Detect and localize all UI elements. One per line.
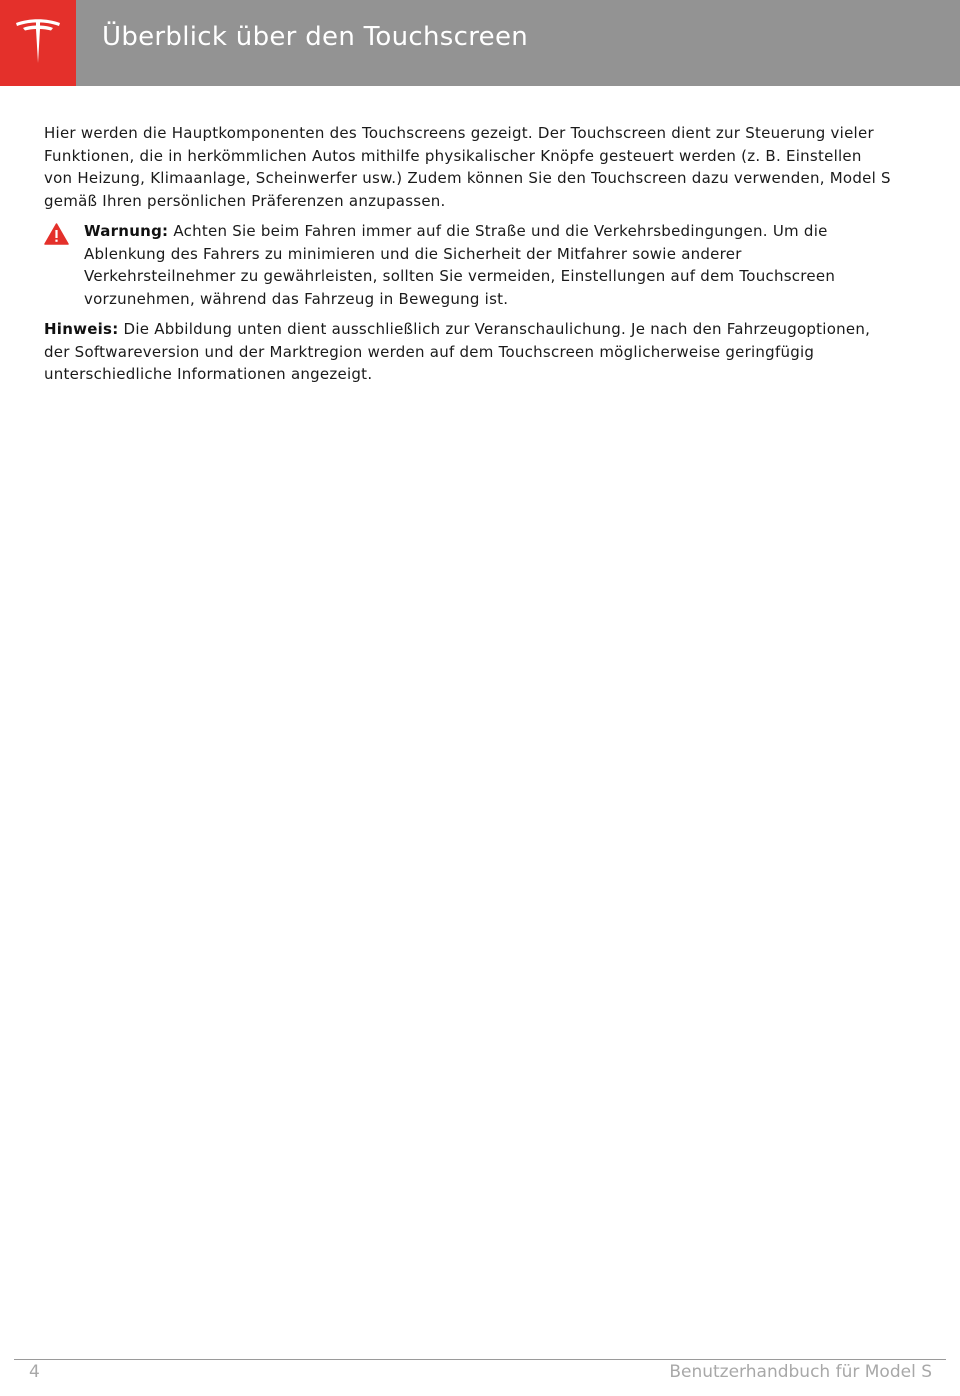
page-number: 4 [29, 1362, 40, 1382]
main-content [44, 122, 894, 386]
warning-block [44, 220, 894, 310]
footer-manual-title: Benutzerhandbuch für Model S [669, 1362, 932, 1382]
intro-paragraph: Hier werden die Hauptkomponenten des Touchscreens gezeigt. Der Touchscreen dient zur Steuerung vieler Funktionen, die in herkömmlichen Autos mithilfe physikalischer Knöpfe gesteuert werden (z. B. Einstellen von Heizung, Klimaanlage, Scheinwerfer usw.) Zudem können Sie den Touchscreen dazu verwenden, Model S gemäß Ihren persönlichen Präferenzen anzupassen. [44, 124, 891, 210]
brand-logo [0, 0, 76, 86]
tesla-logo-icon [13, 17, 63, 67]
warning-label: Warnung: [84, 222, 169, 240]
note-block [44, 318, 894, 386]
page-title: Überblick über den Touchscreen [102, 22, 529, 52]
warning-triangle-icon [44, 223, 69, 245]
warning-text: Achten Sie beim Fahren immer auf die Straße und die Verkehrsbedingungen. Um die Ablenkung des Fahrers zu minimieren und die Sicherheit der Mitfahrer sowie anderer Verkehrsteilnehmer zu gewährleisten, sollten Sie vermeiden, Einstellungen auf dem Touchscreen vorzunehmen, während das Fahrzeug in Bewegung ist. [84, 222, 836, 308]
note-label: Hinweis: [44, 320, 119, 338]
footer-divider [14, 1359, 946, 1360]
page-header [0, 0, 960, 86]
note-text: Die Abbildung unten dient ausschließlich zur Veranschaulichung. Je nach den Fahrzeugoptionen, der Softwareversion und der Marktregion werden auf dem Touchscreen möglicherweise geringfügig unterschiedliche Informationen angezeigt. [44, 320, 871, 383]
